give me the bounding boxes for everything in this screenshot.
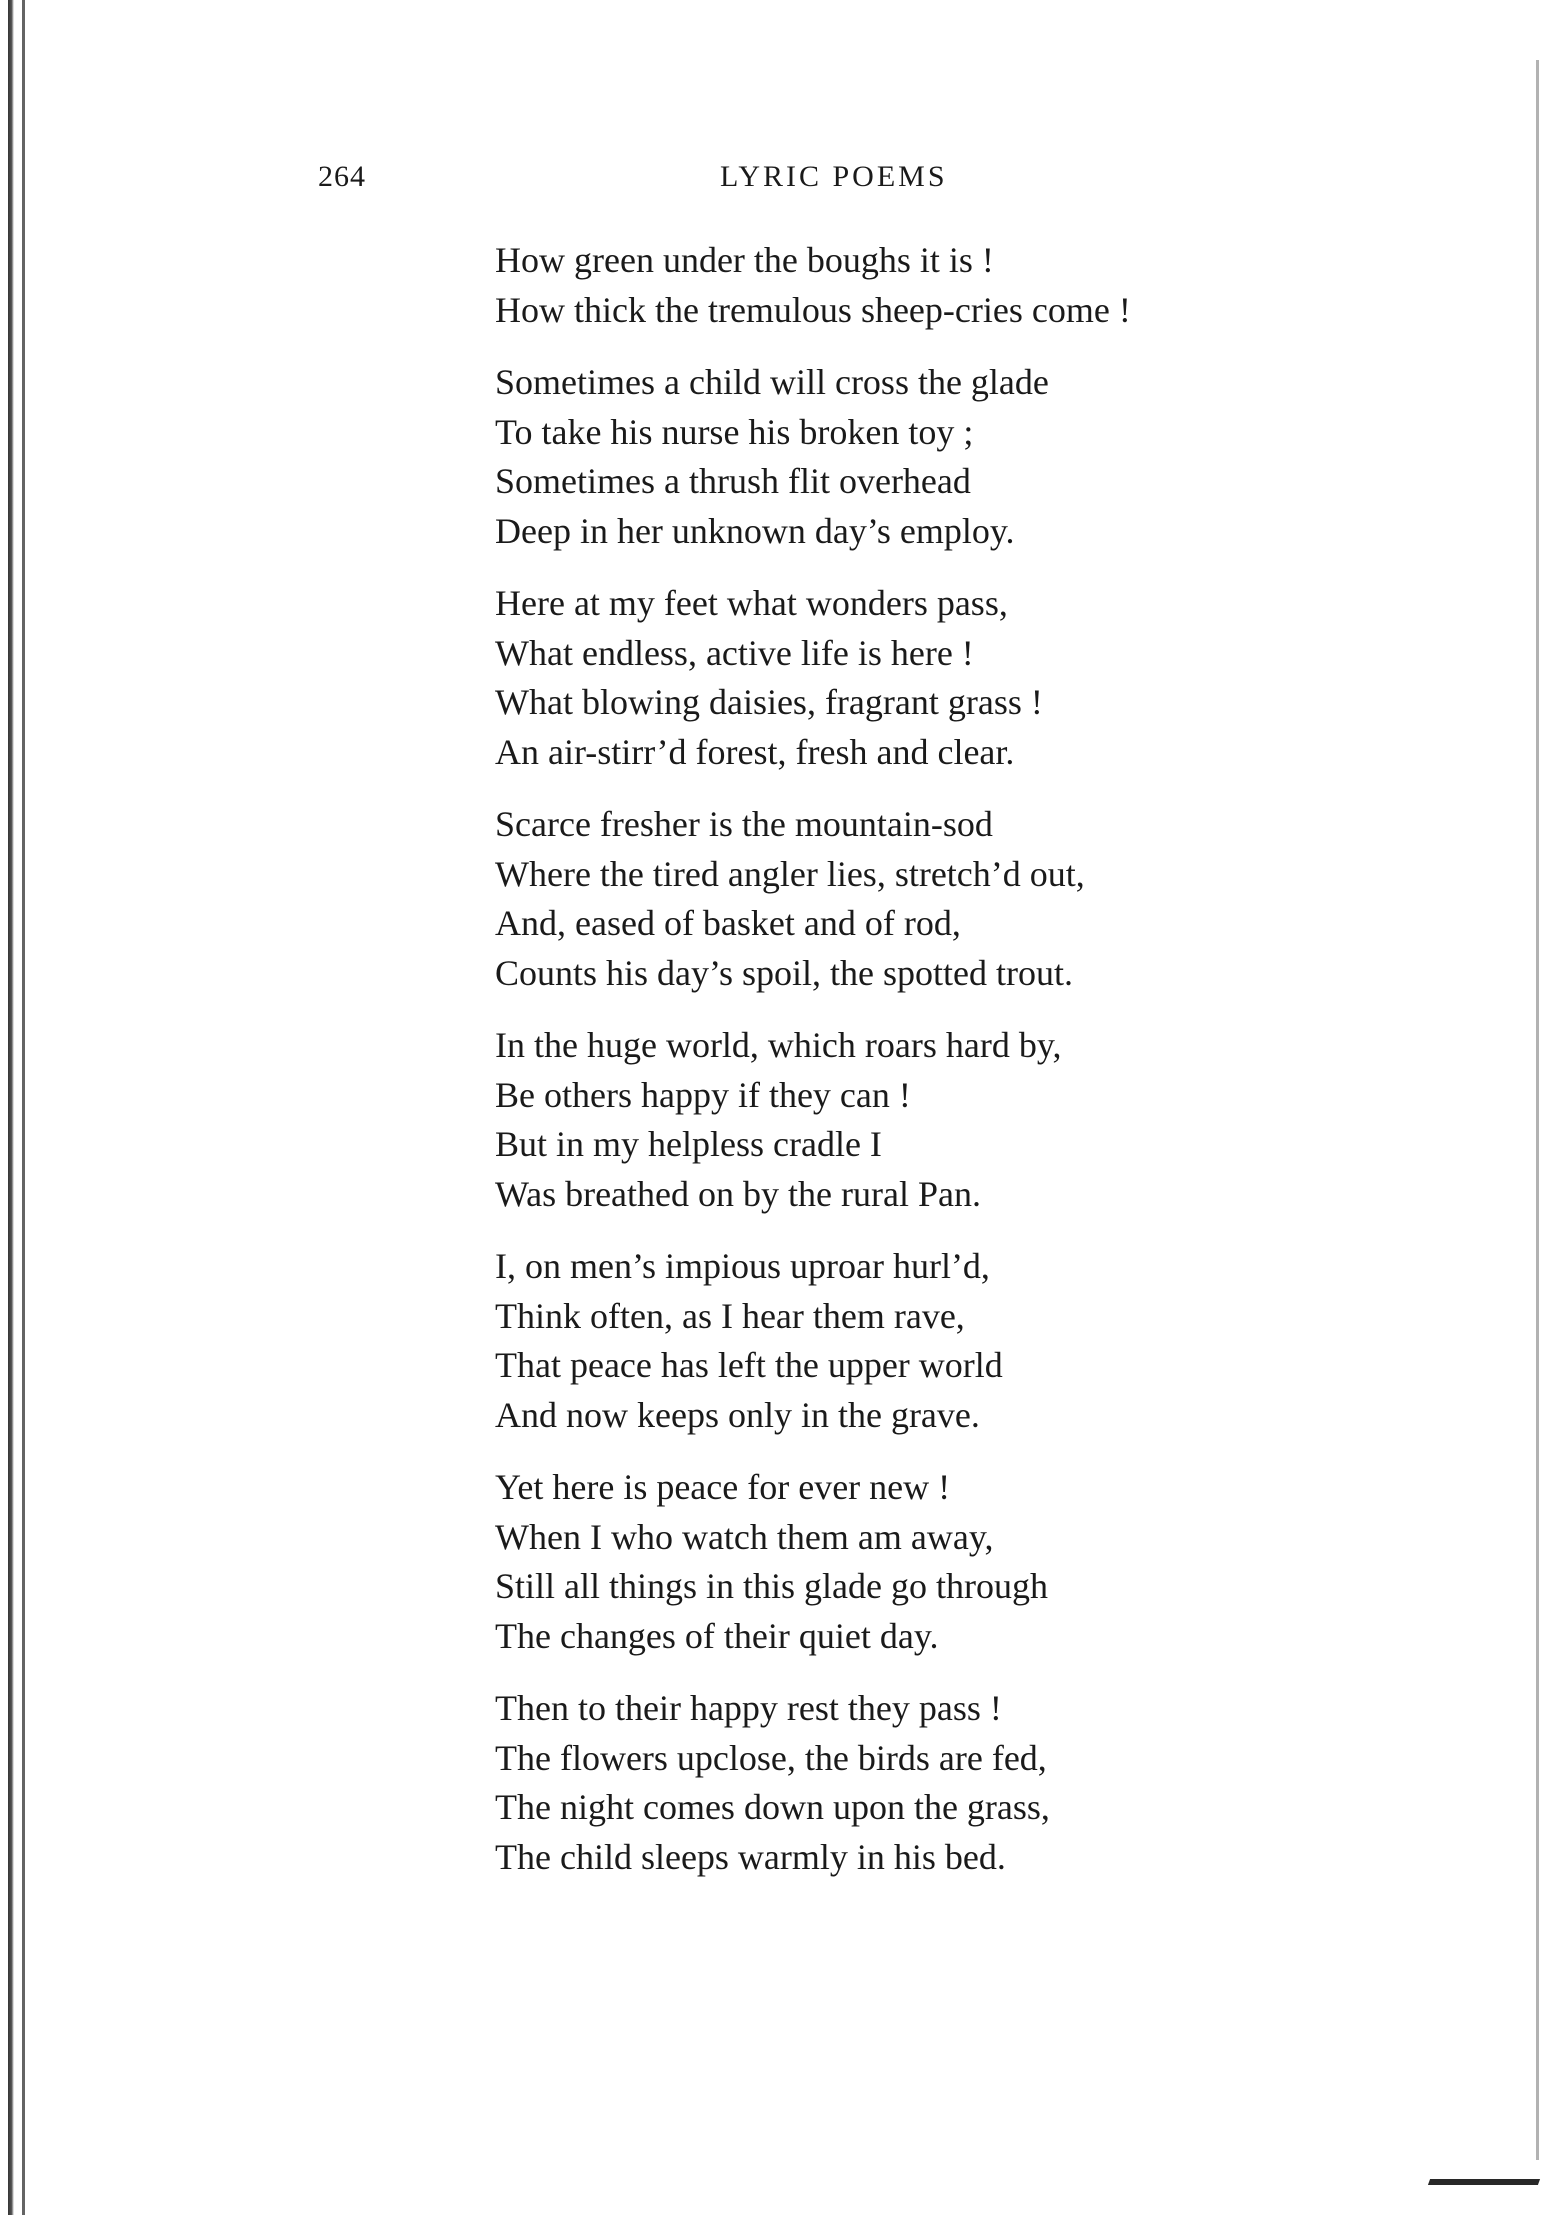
- poem-body: [495, 236, 1495, 1905]
- scan-binding-edge-left-inner: [22, 0, 25, 2215]
- poem-line: To take his nurse his broken toy ;: [495, 411, 974, 452]
- poem-line: Sometimes a thrush flit overhead: [495, 461, 971, 501]
- poem-line: I, on men’s impious uproar hurl’d,: [495, 1246, 990, 1286]
- poem-line: That peace has left the upper world: [495, 1345, 1003, 1385]
- page-header: [0, 160, 1551, 200]
- poem-line: How thick the tremulous sheep-cries come !: [495, 289, 1131, 330]
- stanza-8: [495, 1684, 1495, 1882]
- poem-line: An air-stirr’d forest, fresh and clear.: [495, 731, 1015, 772]
- scan-page-edge-right: [1536, 60, 1539, 2160]
- stanza-4: [495, 800, 1495, 998]
- poem-line: The flowers upclose, the birds are fed,: [495, 1737, 1047, 1778]
- poem-line: The night comes down upon the grass,: [495, 1787, 1050, 1827]
- stanza-6: [495, 1242, 1495, 1440]
- stanza-1: [495, 236, 1495, 335]
- poem-line: Where the tired angler lies, stretch’d out,: [495, 853, 1085, 894]
- poem-line: The child sleeps warmly in his bed.: [495, 1836, 1006, 1877]
- poem-line: What endless, active life is here !: [495, 632, 974, 673]
- stanza-5: [495, 1021, 1495, 1219]
- poem-line: Sometimes a child will cross the glade: [495, 362, 1049, 402]
- poem-line: Counts his day’s spoil, the spotted trout.: [495, 952, 1074, 993]
- stanza-2: [495, 358, 1495, 556]
- poem-line: And now keeps only in the grave.: [495, 1394, 980, 1435]
- poem-line: And, eased of basket and of rod,: [495, 903, 961, 943]
- poem-line: Then to their happy rest they pass !: [495, 1688, 1002, 1728]
- poem-line: When I who watch them am away,: [495, 1516, 994, 1557]
- poem-line: The changes of their quiet day.: [495, 1615, 939, 1656]
- scan-binding-edge-left: [8, 0, 14, 2215]
- poem-line: But in my helpless cradle I: [495, 1124, 882, 1164]
- poem-line: Was breathed on by the rural Pan.: [495, 1173, 981, 1214]
- poem-line: Still all things in this glade go through: [495, 1566, 1048, 1606]
- poem-line: Think often, as I hear them rave,: [495, 1295, 965, 1336]
- poem-line: What blowing daisies, fragrant grass !: [495, 682, 1043, 722]
- poem-line: How green under the boughs it is !: [495, 240, 994, 280]
- poem-line: Yet here is peace for ever new !: [495, 1467, 951, 1507]
- stanza-7: [495, 1463, 1495, 1661]
- poem-line: Scarce fresher is the mountain-sod: [495, 804, 993, 844]
- poem-line: Deep in her unknown day’s employ.: [495, 510, 1015, 551]
- running-head: LYRIC POEMS: [720, 160, 948, 193]
- page-number: 264: [318, 160, 366, 193]
- poem-line: Here at my feet what wonders pass,: [495, 583, 1008, 623]
- poem-line: Be others happy if they can !: [495, 1074, 911, 1115]
- scan-page-corner-bottom-right: [1428, 2179, 1540, 2185]
- poem-line: In the huge world, which roars hard by,: [495, 1025, 1062, 1065]
- stanza-3: [495, 579, 1495, 777]
